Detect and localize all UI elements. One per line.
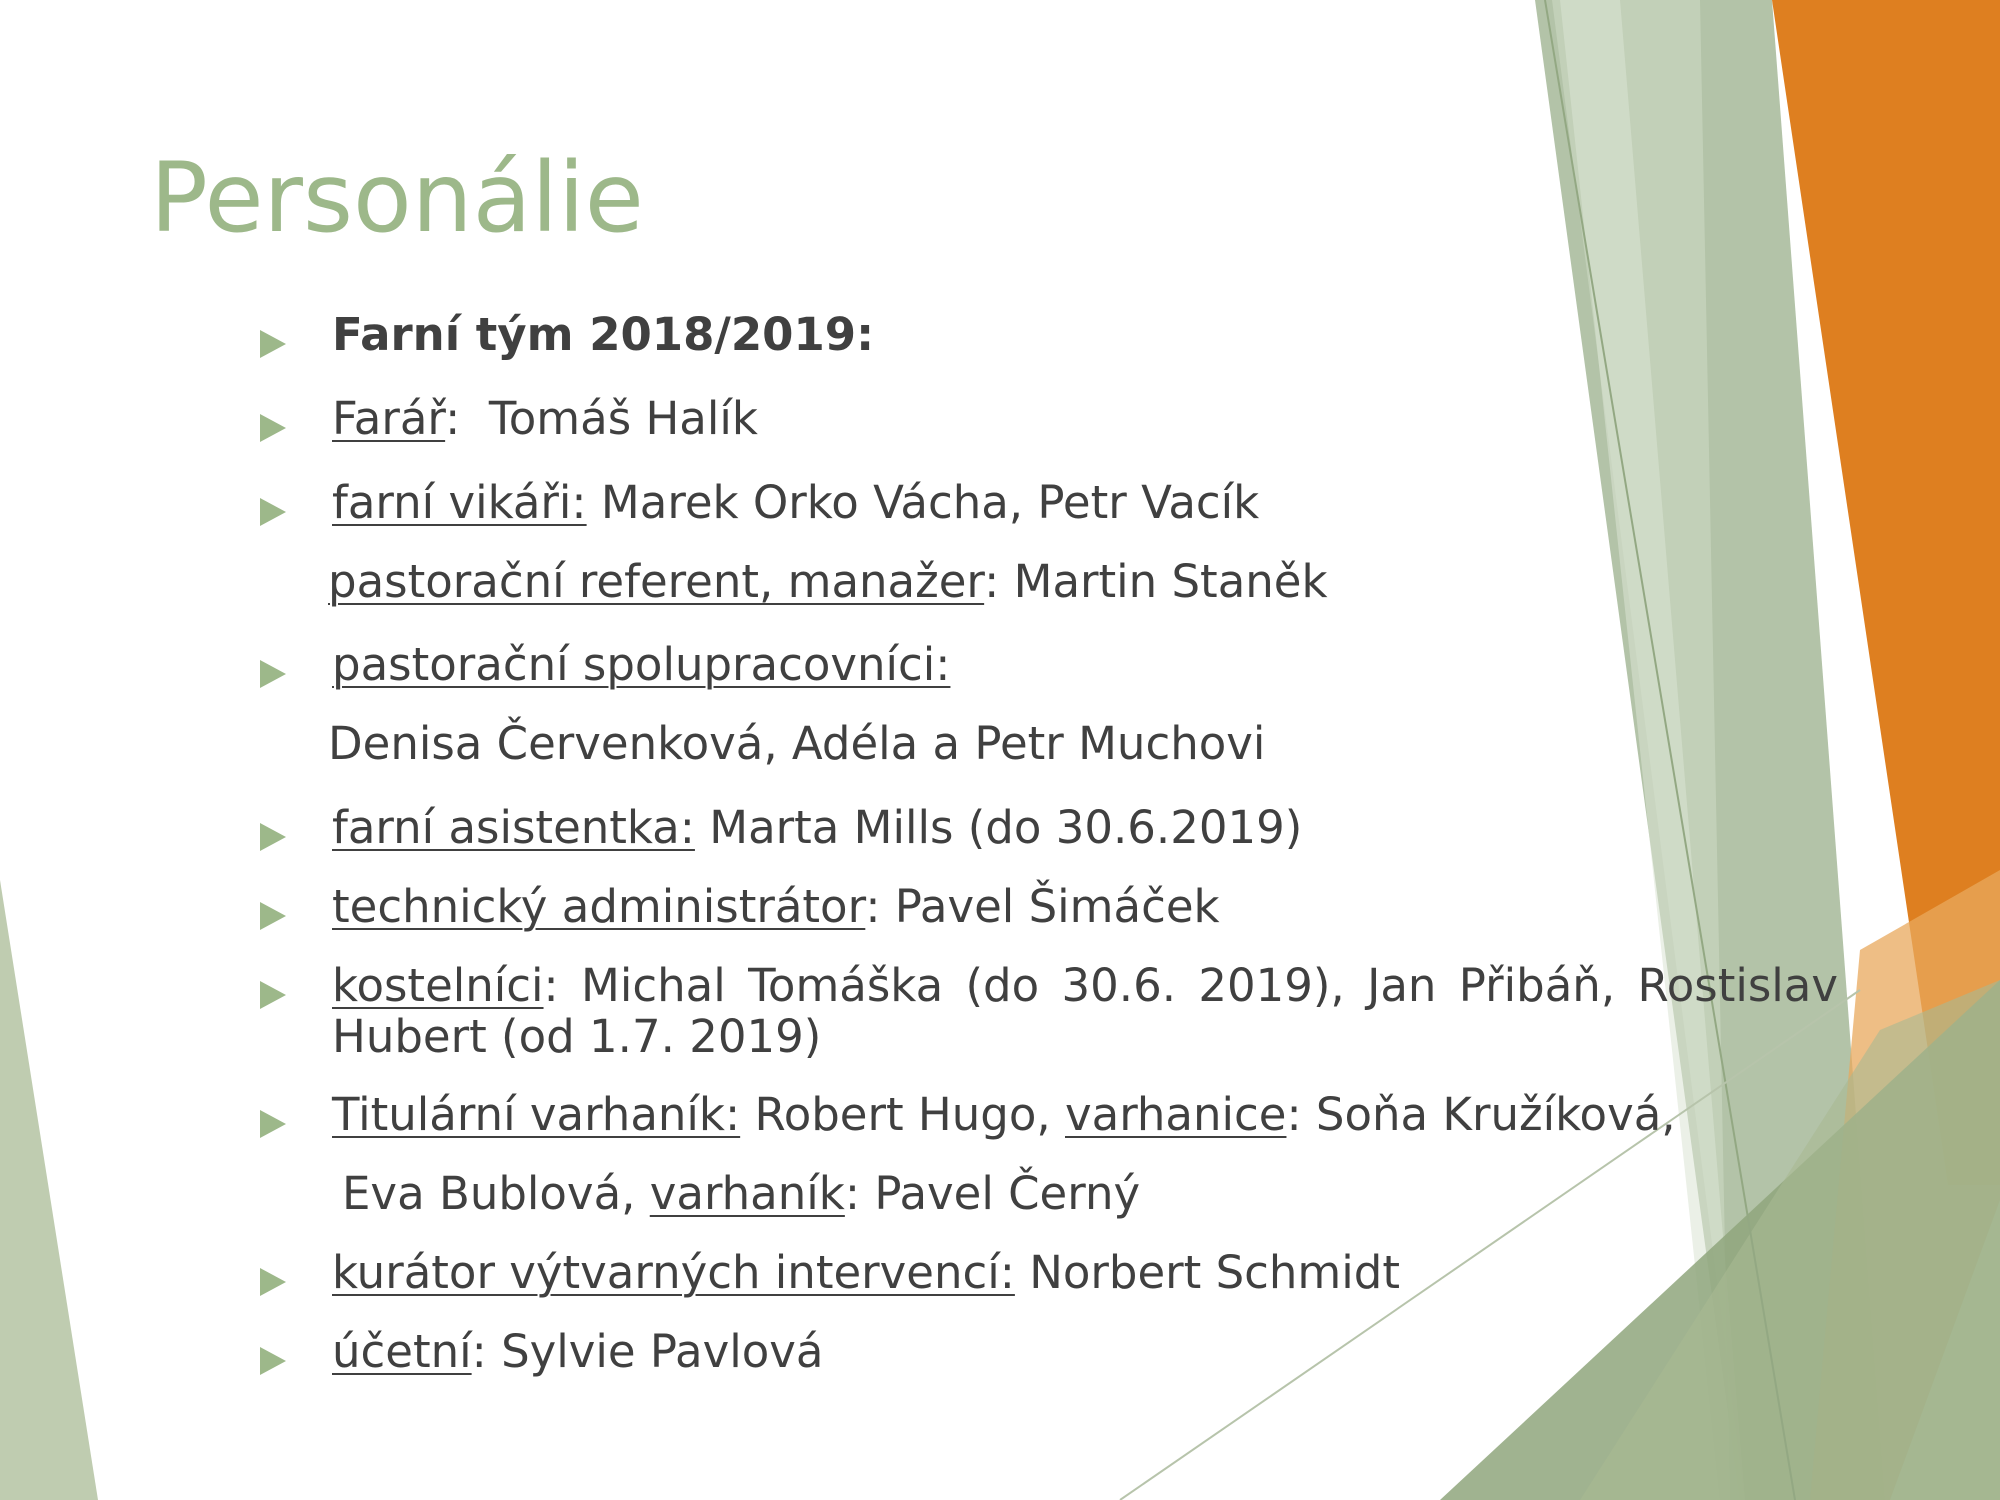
- role-label: Farář: [332, 391, 446, 445]
- role-value: Robert Hugo,: [740, 1088, 1065, 1142]
- left-green-wedge: [0, 880, 98, 1500]
- role-value: Denisa Červenková, Adéla a Petr Muchovi: [328, 717, 1266, 771]
- role-value: Norbert Schmidt: [1014, 1246, 1400, 1300]
- role-value: Eva Bublová,: [342, 1167, 650, 1221]
- role-label: farní asistentka:: [332, 801, 695, 855]
- role-value: : Soňa Kružíková,: [1286, 1088, 1676, 1142]
- role-value: Martin Staněk: [999, 554, 1328, 608]
- personnel-list: [258, 310, 1838, 1378]
- list-item: [258, 1248, 1838, 1299]
- role-value: Michal Tomáška (do 30.6. 2019), Jan Přibáň, Rostislav Hubert (od 1.7. 2019): [332, 958, 1838, 1063]
- role-label: kostelníci: [332, 958, 544, 1012]
- list-item: pastorační referent, manažer: Martin Staněk: [328, 554, 1328, 608]
- role-label: pastorační spolupracovníci:: [332, 638, 951, 692]
- role-value: Pavel Šimáček: [880, 879, 1220, 933]
- list-item: [258, 475, 1838, 529]
- role-label: varhaník: [649, 1167, 845, 1221]
- list-item: technický administrátor: Pavel Šimáček: [258, 882, 1838, 933]
- role-label: technický administrátor: [332, 879, 866, 933]
- list-item: [258, 1169, 1838, 1220]
- list-item: [258, 640, 1838, 691]
- list-item: [258, 1090, 1838, 1141]
- slide-title: Personálie: [150, 142, 644, 254]
- role-value: Sylvie Pavlová: [486, 1324, 824, 1378]
- role-label: pastorační referent, manažer: [328, 554, 985, 608]
- role-label: kurátor výtvarných intervencí:: [332, 1246, 1015, 1300]
- list-item: kostelníci: Michal Tomáška (do 30.6. 2019), Jan Přibáň, Rostislav Hubert (od 1.7. 2019): [258, 961, 1838, 1063]
- role-label: Titulární varhaník:: [332, 1088, 741, 1142]
- list-item: [258, 719, 1838, 770]
- list-item: [258, 803, 1838, 854]
- list-item: účetní: Sylvie Pavlová: [258, 1327, 1838, 1378]
- list-item: Farář: Tomáš Halík: [258, 394, 1838, 445]
- list-item: [258, 310, 1838, 361]
- role-value: Marek Orko Vácha, Petr Vacík: [586, 475, 1260, 529]
- team-heading: Farní tým 2018/2019:: [332, 308, 875, 361]
- role-value: Tomáš Halík: [460, 391, 758, 445]
- role-label: účetní: [332, 1324, 472, 1378]
- role-value: Marta Mills (do 30.6.2019): [694, 801, 1303, 855]
- role-value: : Pavel Černý: [844, 1167, 1141, 1221]
- role-label: varhanice: [1065, 1088, 1287, 1142]
- role-label: farní vikáři:: [332, 475, 587, 529]
